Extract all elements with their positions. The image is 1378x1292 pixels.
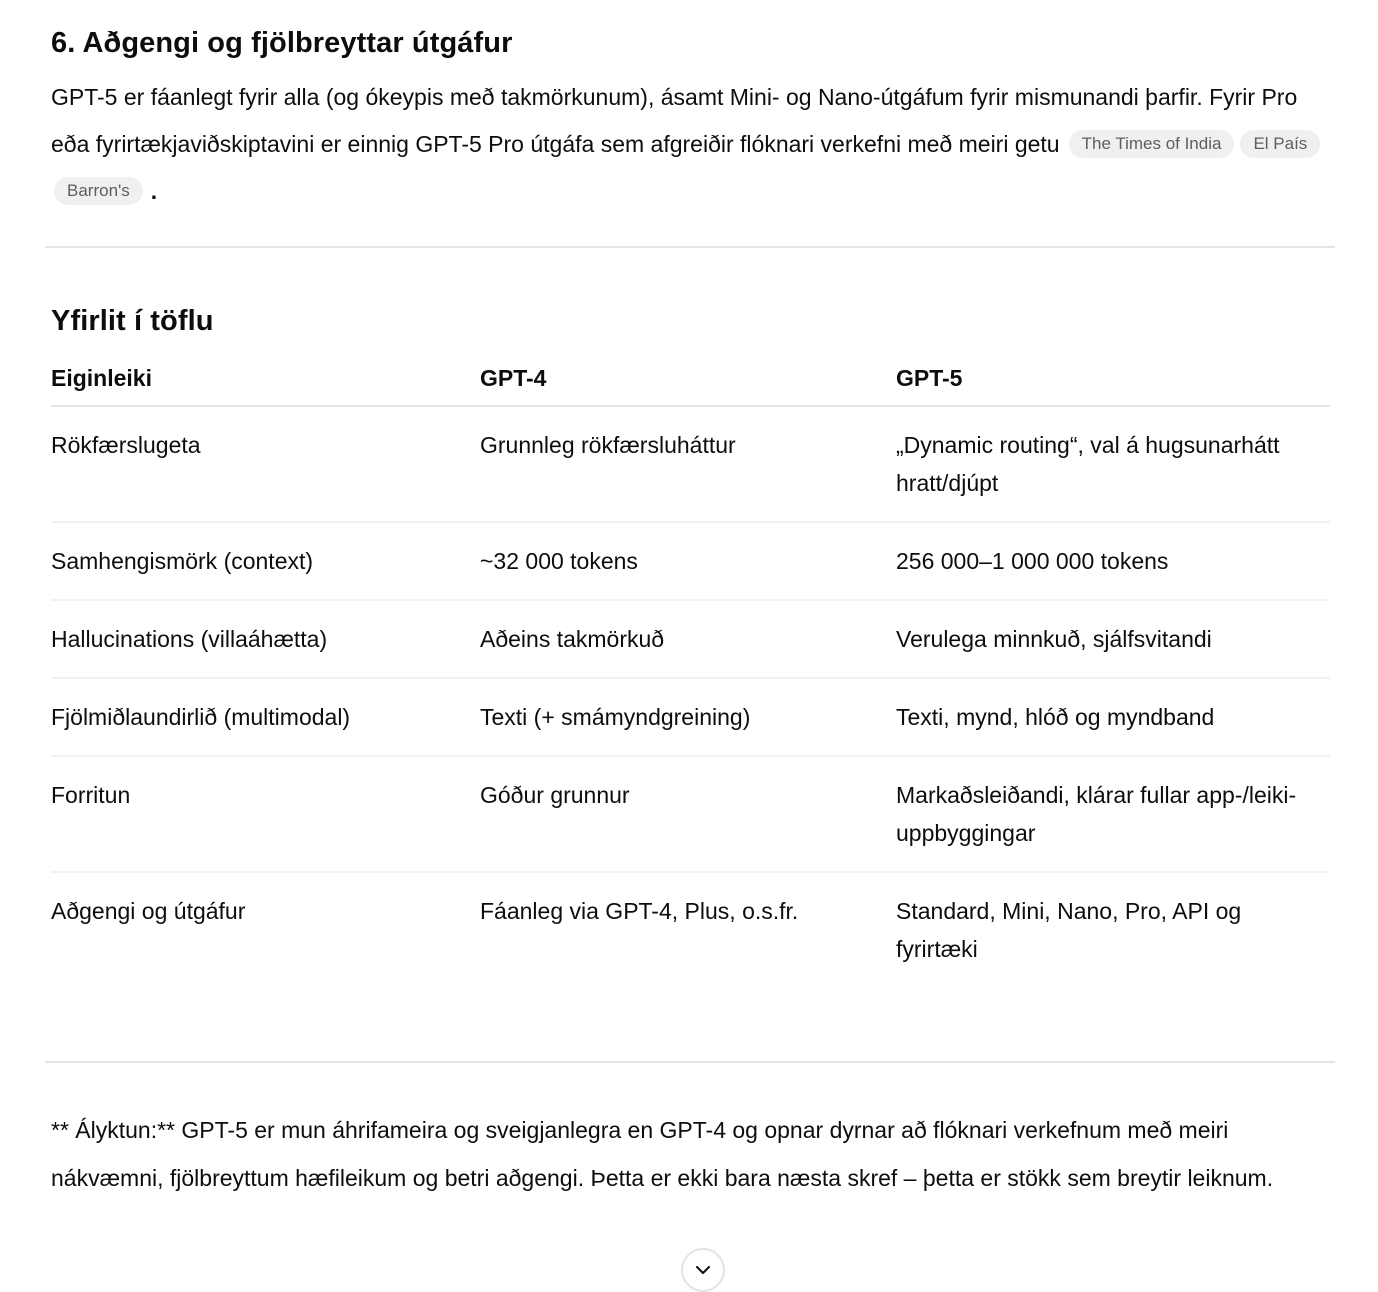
- column-header-gpt5: GPT-5: [896, 364, 1330, 406]
- conclusion-paragraph: ** Ályktun:** GPT-5 er mun áhrifameira og sveigjanlegra en GPT-4 og opnar dyrnar að flóknari verkefnum með meiri nákvæmni, fjölbreyttum hæfileikum og betri aðgengi. Þetta er ekki bara næsta skref – þetta er stökk sem breytir leiknum.: [51, 1117, 1274, 1191]
- table-section-heading: Yfirlit í töflu: [51, 305, 214, 337]
- cell-feature: Rökfærslugeta: [51, 406, 480, 522]
- intro-paragraph-text: GPT-5 er fáanlegt fyrir alla (og ókeypis með takmörkunum), ásamt Mini- og Nano-útgáfum fyrir mismunandi þarfir. Fyrir Pro eða fyrirtækjaviðskiptavini er einnig GPT-5 Pro útgáfa sem afgreiðir flóknari verkefni með meiri getu: [51, 84, 1298, 157]
- cell-gpt5: „Dynamic routing“, val á hugsunarhátt hratt/djúpt: [896, 406, 1330, 522]
- table-row: [51, 406, 1330, 522]
- citation-pill-times-of-india[interactable]: The Times of India: [1069, 130, 1235, 158]
- gpt4-gpt5-comparison-table: [51, 364, 1330, 987]
- cell-feature: Hallucinations (villaáhætta): [51, 600, 480, 678]
- cell-gpt4: ~32 000 tokens: [480, 522, 896, 600]
- cell-gpt4: Texti (+ smámyndgreining): [480, 678, 896, 756]
- intro-paragraph: [51, 74, 1330, 215]
- section-heading: 6. Aðgengi og fjölbreyttar útgáfur: [51, 27, 513, 59]
- citation-pill-el-pais[interactable]: El País: [1240, 130, 1320, 158]
- cell-gpt5: Standard, Mini, Nano, Pro, API og fyrirtæki: [896, 898, 1242, 962]
- table-row: [51, 600, 1330, 678]
- cell-gpt4: Grunnleg rökfærsluháttur: [480, 406, 896, 522]
- cell-gpt4: Fáanleg via GPT-4, Plus, o.s.fr.: [480, 898, 799, 924]
- cell-feature: Samhengismörk (context): [51, 522, 480, 600]
- table-row: [51, 678, 1330, 756]
- cell-gpt5: 256 000–1 000 000 tokens: [896, 522, 1330, 600]
- column-header-eiginleiki: Eiginleiki: [51, 364, 480, 406]
- scroll-to-bottom-button[interactable]: [681, 1248, 725, 1292]
- table-row: [51, 522, 1330, 600]
- sentence-end-period: .: [150, 178, 158, 204]
- cell-gpt4: Aðeins takmörkuð: [480, 600, 896, 678]
- cell-feature: Forritun: [51, 756, 480, 872]
- section-divider-top: [45, 246, 1335, 248]
- cell-gpt5: Verulega minnkuð, sjálfsvitandi: [896, 600, 1330, 678]
- cell-feature: Fjölmiðlaundirlið (multimodal): [51, 678, 480, 756]
- column-header-gpt4: GPT-4: [480, 364, 896, 406]
- cell-feature: Aðgengi og útgáfur: [51, 898, 246, 924]
- table-header-row: [51, 364, 1330, 406]
- cell-gpt5: Markaðsleiðandi, klárar fullar app-/leiki-uppbyggingar: [896, 756, 1330, 872]
- citation-pill-barrons[interactable]: Barron's: [54, 177, 143, 205]
- cell-gpt4: Góður grunnur: [480, 756, 896, 872]
- cell-gpt5: Texti, mynd, hlóð og myndband: [896, 678, 1330, 756]
- section-divider-bottom: [45, 1061, 1335, 1063]
- table-row: [51, 872, 1330, 987]
- table-row: [51, 756, 1330, 872]
- chevron-down-icon: [693, 1260, 713, 1280]
